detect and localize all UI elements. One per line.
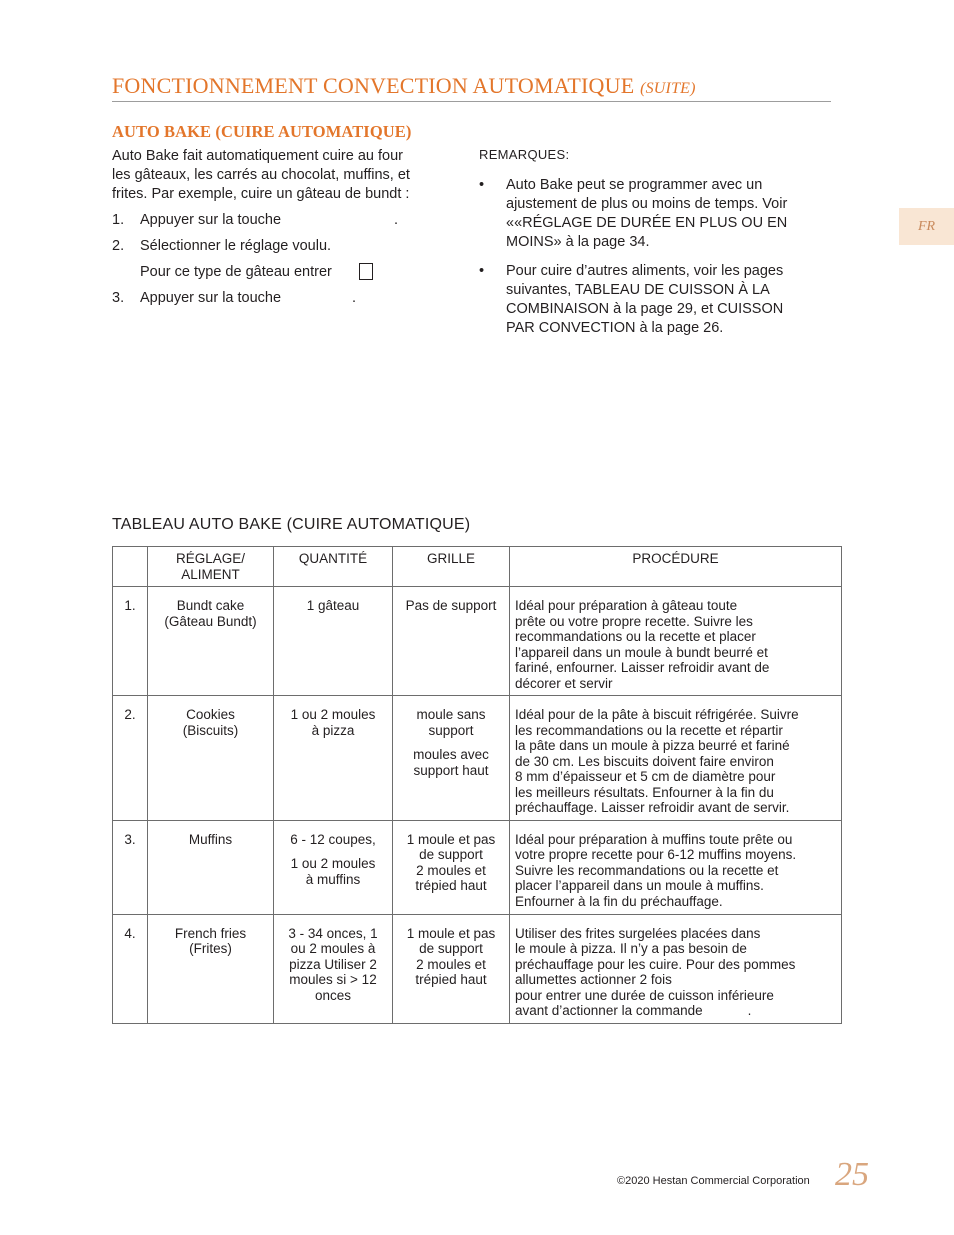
cell-line: placer l’appareil dans un moule à muffins. [515,878,764,893]
row-number: 4. [113,914,148,1023]
remark-line: Auto Bake peut se programmer avec un [506,177,763,193]
cell-line: pour entrer une durée de cuisson inférieure [515,987,774,1003]
cell-line: recommandations ou la recette et placer [515,629,756,644]
intro-line: frites. Par exemple, cuire un gâteau de bundt : [112,186,410,202]
remarks-label: REMARQUES: [479,147,570,162]
header-line: RÉGLAGE/ [175,551,246,566]
cell-line: Idéal pour de la pâte à biscuit réfrigérée. Suivre [515,707,799,722]
page-title-suite: (SUITE) [640,80,696,97]
cell-line: votre propre recette pour 6-12 muffins moyens. [515,847,797,862]
cell-line: allumettes actionner 2 fois [515,972,672,987]
cell-line: pizza Utiliser 2 [289,956,377,972]
table-row [113,587,842,696]
cell-line: prête ou votre propre recette. Suivre les [515,613,753,629]
row-procedure [510,587,842,696]
row-quantite [274,696,393,821]
cell-line: 3 - 34 onces, 1 [288,925,378,941]
remark-line: COMBINAISON à la page 29, et CUISSON [506,301,784,317]
header-procedure: PROCÉDURE [510,547,842,587]
cell-line: Idéal pour préparation à muffins toute prête ou [515,831,793,847]
cell-line: trépied haut [415,972,487,987]
cell-line: 1 ou 2 moules [290,856,376,871]
cell-line: 1 moule et pas [406,831,496,847]
cell-line: Bundt cake [176,598,245,613]
cell-line: décorer et servir [515,675,613,691]
table-row [113,820,842,914]
cell-line: Pas de support [405,598,497,613]
entry-checkbox[interactable] [359,263,373,280]
bullet-dot: • [479,177,485,193]
cell-line: Suivre les recommandations ou la recette et [515,862,779,878]
step-text: Sélectionner le réglage voulu. [140,238,332,254]
copyright-text: ©2020 Hestan Commercial Corporation [617,1175,810,1187]
step-text: Appuyer sur la touche [140,290,282,306]
row-quantite [274,587,393,696]
auto-bake-table [112,546,842,1024]
cell-line: à muffins [305,871,361,887]
cell-line: les meilleurs résultats. Enfourner à la fin du [515,784,774,800]
table-row [113,914,842,1023]
header-grille: GRILLE [393,547,510,587]
cell-line: Idéal pour préparation à gâteau toute [515,598,738,613]
cell-line: moules si > 12 [289,972,377,987]
bullet-dot: • [479,263,485,279]
cell-line: à pizza [311,722,355,738]
page-title-text: FONCTIONNEMENT CONVECTION AUTOMATIQUE [112,73,635,98]
cell-line: la pâte dans un moule à pizza beurré et fariné [515,738,790,753]
remark-text [506,262,841,338]
row-quantite [274,820,393,914]
remark-item [479,176,839,254]
cell-line: de support [419,941,483,956]
remark-line: suivantes, TABLEAU DE CUISSON À LA [506,282,770,298]
row-quantite [274,914,393,1023]
table-title: TABLEAU AUTO BAKE (CUIRE AUTOMATIQUE) [112,516,471,533]
remark-line: ««RÉGLAGE DE DURÉE EN PLUS OU EN [506,215,788,231]
step-number: 1. [112,212,125,228]
cell-line: support [428,722,474,738]
intro-line: Auto Bake fait automatiquement cuire au four [112,148,403,164]
cell-line: préchauffage pour les cuire. Pour des pommes [515,956,796,972]
cell-line: 1 ou 2 moules [290,707,376,722]
table-row [113,696,842,821]
step-text: Appuyer sur la touche [140,212,282,228]
cell-line: le moule à pizza. Il n’y a pas besoin de [515,941,747,956]
section-heading-auto-bake: AUTO BAKE (CUIRE AUTOMATIQUE) [112,122,412,141]
row-aliment [148,914,274,1023]
cell-line: Utiliser des frites surgelées placées dans [515,925,761,941]
row-number: 3. [113,820,148,914]
step-number: 3. [112,290,125,306]
header-num [113,547,148,587]
row-number: 1. [113,587,148,696]
remark-text [506,176,841,252]
cell-line: l’appareil dans un moule à bundt beurré et [515,644,768,660]
row-procedure [510,820,842,914]
remark-line: Pour cuire d’autres aliments, voir les pages [506,263,784,279]
step-number: 2. [112,238,125,254]
step-text: Pour ce type de gâteau entrer [140,264,332,280]
page-title [112,73,831,102]
language-tab[interactable]: FR [899,208,954,245]
cell-line: moule sans [416,707,486,722]
cell-line: (Gâteau Bundt) [164,613,257,629]
header-reglage [148,547,274,587]
cell-line: 8 mm d’épaisseur et 5 cm de diamètre pour [515,769,776,784]
remark-line: ajustement de plus ou moins de temps. Voir [506,196,788,212]
header-line: ALIMENT [181,566,240,582]
cell-line: 2 moules et [416,862,486,878]
intro-line: les gâteaux, les carrés au chocolat, muffins, et [112,167,410,183]
intro-paragraph [112,147,452,204]
cell-line: Muffins [188,831,233,847]
row-procedure [510,696,842,821]
cell-line: French fries [174,925,247,941]
row-grille [393,820,510,914]
cell-line: (Biscuits) [182,722,239,738]
row-aliment [148,696,274,821]
cell-line: fariné, enfourner. Laisser refroidir avant de [515,660,770,675]
row-procedure [510,914,842,1023]
step-trailing-period: . [394,212,399,228]
row-aliment [148,587,274,696]
cell-line: 6 - 12 coupes, [290,831,376,847]
cell-line: ou 2 moules à [290,941,376,956]
page-number: 25 [835,1156,869,1193]
cell-line: préchauffage. Laisser refroidir avant de servir. [515,800,790,815]
row-number: 2. [113,696,148,821]
cell-line: les recommandations ou la recette et répartir [515,722,783,738]
cell-line: (Frites) [189,941,232,956]
cell-line: avant d’actionner la commande . [515,1003,752,1018]
cell-line: Cookies [186,707,235,722]
remark-line: MOINS» à la page 34. [506,234,650,250]
row-grille [393,696,510,821]
cell-line: 1 moule et pas [406,925,496,941]
row-grille [393,587,510,696]
cell-line: 1 gâteau [306,598,360,613]
cell-line: trépied haut [415,878,487,893]
table-header-row [113,547,842,587]
cell-line: moules avec [413,747,489,762]
step-trailing-period: . [352,290,357,306]
remark-item [479,262,839,340]
header-quantite: QUANTITÉ [274,547,393,587]
cell-line: de support [419,847,483,862]
cell-line: onces [314,987,352,1003]
row-aliment [148,820,274,914]
row-grille [393,914,510,1023]
cell-line: support haut [413,762,489,778]
remark-line: PAR CONVECTION à la page 26. [506,320,724,336]
cell-line: de 30 cm. Les biscuits doivent faire environ [515,753,774,769]
cell-line: 2 moules et [416,956,486,972]
cell-line: Enfourner à la fin du préchauffage. [515,893,723,909]
